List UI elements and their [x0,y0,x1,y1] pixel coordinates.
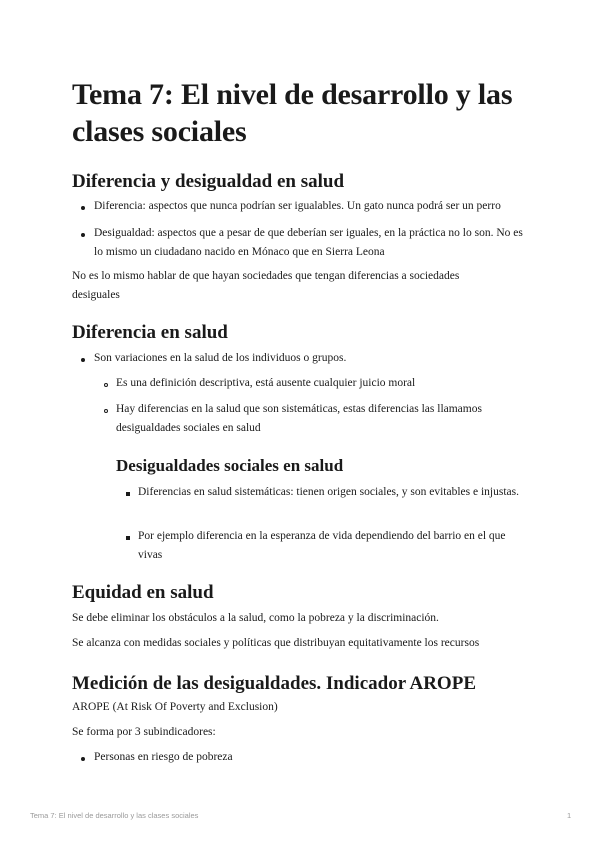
paragraph: AROPE (At Risk Of Poverty and Exclusion) [72,701,278,713]
bullet-disc-icon [81,233,85,237]
list-item: Son variaciones en la salud de los individuos o grupos. [94,352,347,364]
sub-list-item: Hay diferencias en la salud que son sistemáticas, estas diferencias las llamamos desigualdades sociales en salud [116,403,482,434]
bullet-disc-icon [81,206,85,210]
bullet-disc-icon [81,358,85,362]
list-item: Por ejemplo diferencia en la esperanza de vida dependiendo del barrio en el que vivas [138,530,506,561]
bullet-disc-icon [81,757,85,761]
list-item: Diferencias en salud sistemáticas: tienen origen sociales, y son evitables e injustas. [138,486,519,498]
section-heading-diferencia-desigualdad: Diferencia y desigualdad en salud [72,171,345,192]
list-item: Desigualdad: aspectos que a pesar de que deberían ser iguales, en la práctica no lo son. No es lo mismo un ciudadano nacido en Mónaco que en Sierra Leona [94,227,523,258]
page-number: 1 [567,811,572,820]
paragraph: Se forma por 3 subindicadores: [72,726,216,738]
page-title: Tema 7: El nivel de desarrollo y las clases sociales [72,78,513,148]
section-heading-diferencia-salud: Diferencia en salud [72,322,228,343]
section-heading-equidad: Equidad en salud [72,582,214,603]
bullet-square-icon [126,492,130,496]
paragraph: No es lo mismo hablar de que hayan sociedades que tengan diferencias a sociedades desiguales [72,270,460,301]
paragraph: Se alcanza con medidas sociales y políticas que distribuyan equitativamente los recursos [72,637,480,649]
footer-title: Tema 7: El nivel de desarrollo y las clases sociales [30,811,199,820]
bullet-square-icon [126,536,130,540]
section-heading-medicion: Medición de las desigualdades. Indicador AROPE [72,673,476,694]
paragraph: Se debe eliminar los obstáculos a la salud, como la pobreza y la discriminación. [72,612,439,624]
bullet-circle-icon [104,383,108,387]
sub-list-item: Es una definición descriptiva, está ausente cualquier juicio moral [116,377,416,389]
subsection-heading-desigualdades-sociales: Desigualdades sociales en salud [116,456,344,475]
bullet-circle-icon [104,409,108,413]
list-item: Personas en riesgo de pobreza [94,751,233,763]
list-item: Diferencia: aspectos que nunca podrían ser igualables. Un gato nunca podrá ser un perro [94,200,501,212]
